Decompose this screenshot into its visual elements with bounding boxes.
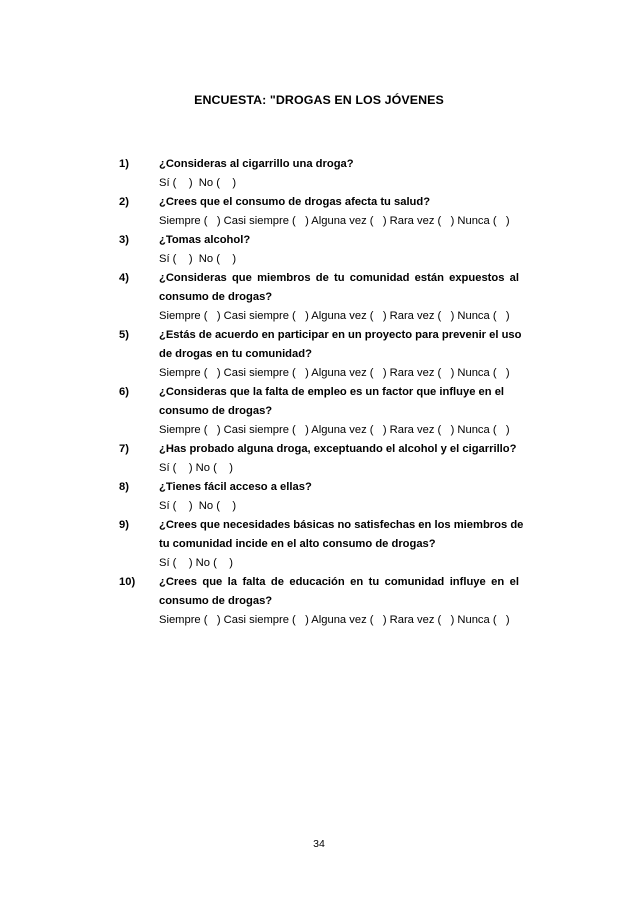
question-number: 5) bbox=[119, 329, 129, 341]
question-text: ¿Consideras al cigarrillo una droga? bbox=[159, 158, 354, 170]
question-number: 9) bbox=[119, 519, 129, 531]
question-4 bbox=[119, 269, 519, 326]
answer-options: Siempre ( ) Casi siempre ( ) Alguna vez ( ) Rara vez ( ) Nunca ( ) bbox=[159, 614, 510, 626]
question-text: ¿Tomas alcohol? bbox=[159, 234, 251, 246]
answer-options: Sí ( ) No ( ) bbox=[159, 462, 233, 474]
question-number: 4) bbox=[119, 272, 129, 284]
question-text-continued: consumo de drogas? bbox=[159, 405, 273, 417]
question-text-continued: consumo de drogas? bbox=[159, 291, 273, 303]
question-number: 10) bbox=[119, 576, 136, 588]
question-8 bbox=[119, 478, 519, 516]
question-text-continued: consumo de drogas? bbox=[159, 595, 273, 607]
question-9 bbox=[119, 516, 524, 573]
question-text-continued: tu comunidad incide en el alto consumo de drogas? bbox=[159, 538, 436, 550]
question-1 bbox=[119, 155, 519, 193]
question-text: ¿Crees que necesidades básicas no satisfechas en los miembros de bbox=[159, 519, 524, 531]
questions-list bbox=[119, 155, 524, 630]
question-text: ¿Has probado alguna droga, exceptuando el alcohol y el cigarrillo? bbox=[159, 443, 517, 455]
question-number: 7) bbox=[119, 443, 129, 455]
question-text: ¿Consideras que la falta de empleo es un factor que influye en el bbox=[159, 386, 505, 398]
question-text-continued: de drogas en tu comunidad? bbox=[159, 348, 312, 360]
question-2 bbox=[119, 193, 519, 231]
question-text: ¿Tienes fácil acceso a ellas? bbox=[159, 481, 312, 493]
answer-options: Sí ( ) No ( ) bbox=[159, 177, 237, 189]
answer-options: Siempre ( ) Casi siempre ( ) Alguna vez ( ) Rara vez ( ) Nunca ( ) bbox=[159, 367, 510, 379]
question-3 bbox=[119, 231, 519, 269]
question-text: ¿Crees que el consumo de drogas afecta tu salud? bbox=[159, 196, 431, 208]
question-7 bbox=[119, 440, 519, 478]
question-text: ¿Estás de acuerdo en participar en un proyecto para prevenir el uso bbox=[159, 329, 522, 341]
question-text: ¿Consideras que miembros de tu comunidad están expuestos al bbox=[159, 272, 519, 284]
answer-options: Siempre ( ) Casi siempre ( ) Alguna vez ( ) Rara vez ( ) Nunca ( ) bbox=[159, 310, 510, 322]
survey-title: ENCUESTA: "DROGAS EN LOS JÓVENES bbox=[194, 93, 444, 107]
question-number: 3) bbox=[119, 234, 129, 246]
question-number: 6) bbox=[119, 386, 129, 398]
question-5 bbox=[119, 326, 522, 383]
page-number: 34 bbox=[313, 838, 325, 850]
answer-options: Siempre ( ) Casi siempre ( ) Alguna vez ( ) Rara vez ( ) Nunca ( ) bbox=[159, 424, 510, 436]
question-number: 2) bbox=[119, 196, 129, 208]
answer-options: Sí ( ) No ( ) bbox=[159, 253, 237, 265]
answer-options: Sí ( ) No ( ) bbox=[159, 557, 233, 569]
question-6 bbox=[119, 383, 519, 440]
question-text: ¿Crees que la falta de educación en tu comunidad influye en el bbox=[159, 576, 519, 588]
question-10 bbox=[119, 573, 519, 630]
question-number: 8) bbox=[119, 481, 129, 493]
answer-options: Sí ( ) No ( ) bbox=[159, 500, 237, 512]
question-number: 1) bbox=[119, 158, 129, 170]
answer-options: Siempre ( ) Casi siempre ( ) Alguna vez ( ) Rara vez ( ) Nunca ( ) bbox=[159, 215, 510, 227]
